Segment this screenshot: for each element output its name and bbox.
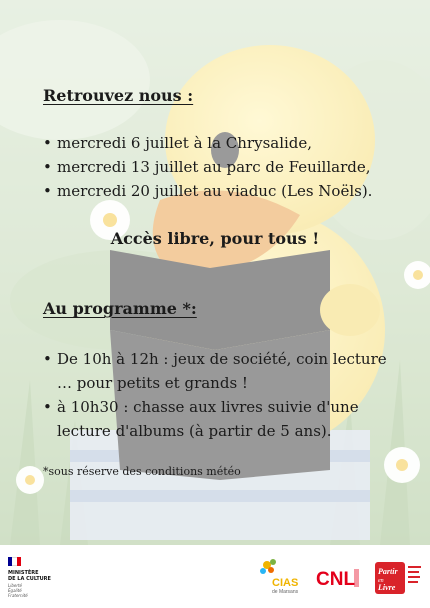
republic-motto: Liberté Égalité Fraternité bbox=[8, 583, 28, 598]
list-item bbox=[43, 347, 397, 395]
list-item-line: • à 10h30 : chasse aux livres suivie d'une bbox=[57, 398, 359, 416]
footer-logos bbox=[0, 545, 430, 608]
access-statement: Accès libre, pour tous ! bbox=[110, 229, 320, 248]
partir-en-livre-logo bbox=[373, 560, 423, 596]
svg-text:Livre: Livre bbox=[378, 583, 396, 592]
dates-list bbox=[43, 131, 372, 203]
list-item: • mercredi 13 juillet au parc de Feuillarde, bbox=[43, 155, 372, 179]
list-item: • mercredi 6 juillet à la Chrysalide, bbox=[43, 131, 372, 155]
heading-programme: Au programme *: bbox=[43, 299, 197, 318]
cnl-logo bbox=[316, 566, 360, 590]
list-item-line: … pour petits et grands ! bbox=[57, 374, 248, 392]
cias-logo bbox=[258, 556, 304, 596]
french-flag-icon bbox=[8, 557, 21, 566]
programme-list bbox=[43, 347, 397, 443]
ministere-name: MINISTÈRE DE LA CULTURE bbox=[8, 570, 51, 582]
weather-note: *sous réserve des conditions météo bbox=[43, 465, 241, 478]
svg-text:CIAS: CIAS bbox=[272, 577, 299, 589]
svg-text:de Marsans: de Marsans bbox=[272, 589, 299, 595]
list-item: • mercredi 20 juillet au viaduc (Les Noëls). bbox=[43, 179, 372, 203]
svg-text:CNL: CNL bbox=[316, 569, 356, 590]
heading-retrouvez-nous: Retrouvez nous : bbox=[43, 86, 194, 105]
list-item-line: lecture d'albums (à partir de 5 ans). bbox=[57, 422, 332, 440]
svg-text:en: en bbox=[378, 578, 384, 584]
list-item-line: • De 10h à 12h : jeux de société, coin lecture bbox=[57, 350, 387, 368]
svg-text:Partir: Partir bbox=[378, 567, 398, 576]
ministere-culture-logo bbox=[8, 557, 68, 601]
list-item bbox=[43, 395, 397, 443]
